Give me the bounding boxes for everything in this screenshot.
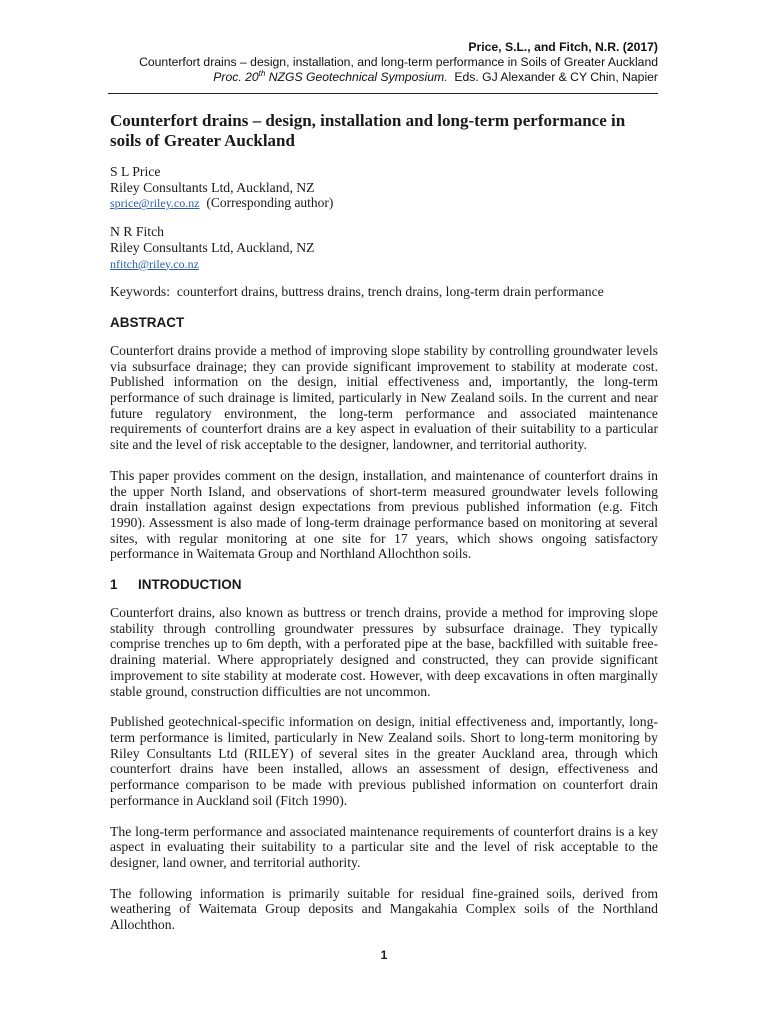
keywords-line: Keywords: counterfort drains, buttress drains, trench drains, long-term drain performance <box>110 284 604 300</box>
paper-title: Counterfort drains – design, installation and long-term performance in soils of Greater Auckland <box>110 111 626 150</box>
header-citation: Price, S.L., and Fitch, N.R. (2017) <box>468 40 658 54</box>
abstract-paragraph: This paper provides comment on the design, installation, and maintenance of counterfort drains in the upper North Island, and observations of short-term measured groundwater levels following drain installation against design expectations from previous published information (e.g. Fitch 1990). Assessment is also made of long-term drainage performance based on monitoring at several sites, with regular monitoring at one site for 17 years, which shows ongoing satisfactory performance in Waitemata Group and Northland Allochthon soils. <box>110 467 658 562</box>
header-proc-suffix: NZGS Geotechnical Symposium. <box>265 70 448 84</box>
corresponding-author-note: (Corresponding author) <box>199 195 334 211</box>
abstract-paragraph: Counterfort drains provide a method of improving slope stability by controlling groundwater levels via subsurface drainage; they can provide significant improvement to stability at moderate cost. Published information on the design, initial effectiveness and, importantly, the long-term performance of such drainage is limited, particularly in New Zealand soils. In the current and near future regulatory environment, the long-term performance and associated maintenance requirements of counterfort drains are a key aspect in evaluation of their suitability to a particular site and the level of risk acceptable to the designer, landowner, and territorial authority. <box>110 342 658 453</box>
author-affiliation: Riley Consultants Ltd, Auckland, NZ <box>110 179 315 195</box>
header-divider <box>108 93 658 94</box>
introduction-paragraph: Published geotechnical-specific information on design, initial effectiveness and, importantly, long-term performance is limited, particularly in New Zealand soils. Short to long-term monitoring by Riley Consultants Ltd (RILEY) of several sites in the greater Auckland area, through which counterfort drains have been installed, allows an assessment of design, effectiveness and performance comparison to be made with previous published information on counterfort drain performance in Auckland soil (Fitch 1990). <box>110 714 658 808</box>
header-proc-sup: th <box>258 68 266 78</box>
section-title: INTRODUCTION <box>138 577 242 593</box>
author-email-link[interactable]: nfitch@riley.co.nz <box>110 256 199 271</box>
header-proc-prefix: Proc. 20 <box>213 70 259 84</box>
author-name: N R Fitch <box>110 224 164 240</box>
header-proceedings <box>108 70 658 85</box>
header-editors: Eds. GJ Alexander & CY Chin, Napier <box>447 70 658 84</box>
introduction-paragraph: The following information is primarily suitable for residual fine-grained soils, derived from weathering of Waitemata Group deposits and Mangakahia Complex soils of the Northland Allochthon. <box>110 885 658 933</box>
author-name: S L Price <box>110 164 161 179</box>
page-number: 1 <box>380 948 388 962</box>
introduction-paragraph: The long-term performance and associated maintenance requirements of counterfort drains is a key aspect in evaluating their suitability to a particular site and the level of risk acceptable to the designer, land owner, and territorial authority. <box>110 823 658 870</box>
header-subtitle: Counterfort drains – design, installation, and long-term performance in Soils of Greater Auckland <box>139 55 658 69</box>
running-header <box>108 40 658 85</box>
author-affiliation: Riley Consultants Ltd, Auckland, NZ <box>110 239 315 255</box>
abstract-heading: ABSTRACT <box>110 314 185 330</box>
author-email-link[interactable]: sprice@riley.co.nz <box>110 196 200 211</box>
author-block-2 <box>110 224 658 272</box>
author-block-1 <box>110 164 658 212</box>
paper-body <box>110 111 658 948</box>
introduction-paragraph: Counterfort drains, also known as buttress or trench drains, provide a method for improving slope stability through controlling groundwater pressures by subsurface drainage. They typically comprise trenches up to 6m depth, with a perforated pipe at the base, backfilled with suitable free-draining material. Where appropriately designed and constructed, they can provide significant improvement to site stability at moderate cost. However, with deep excavations in often marginally stable ground, construction difficulties are not uncommon. <box>110 605 658 699</box>
section-number: 1 <box>110 577 118 593</box>
introduction-heading <box>110 577 658 593</box>
